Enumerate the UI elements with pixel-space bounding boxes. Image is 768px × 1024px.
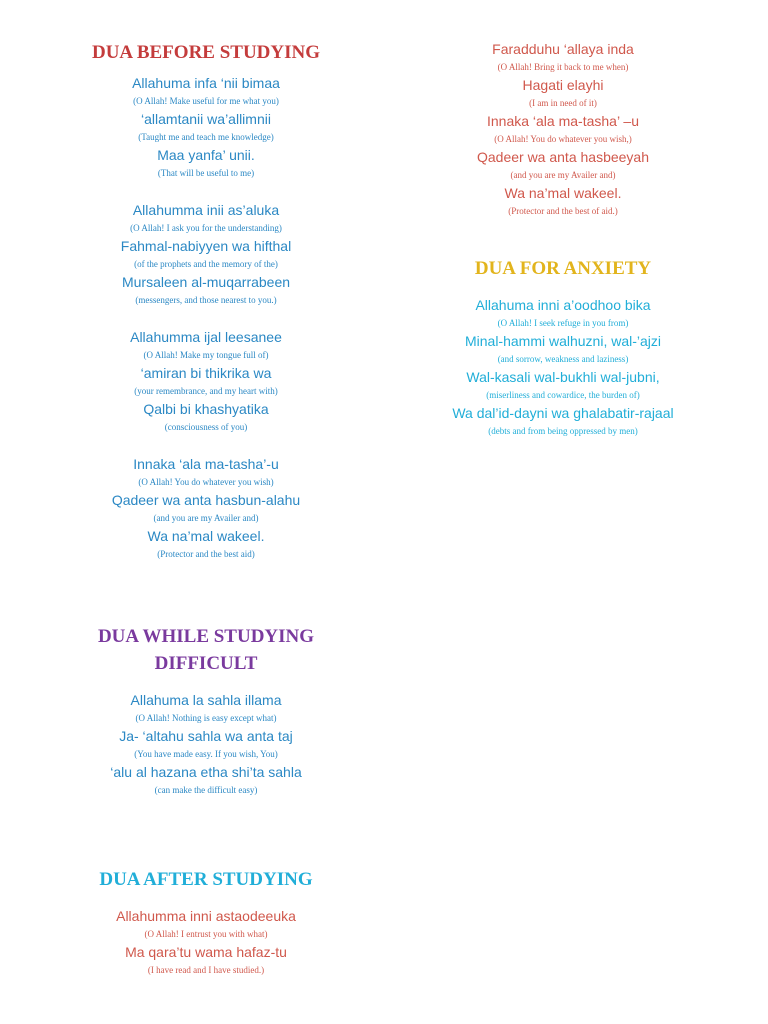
dua-line: Wa na’mal wakeel. <box>147 528 265 544</box>
translation-line: (O Allah! Nothing is easy except what) <box>135 713 277 723</box>
dua-lines <box>438 296 688 440</box>
translation-line: (O Allah! I seek refuge in you from) <box>497 318 629 328</box>
dua-line: Allahuma inni a’oodhoo bika <box>475 297 651 313</box>
dua-line: Allahuma la sahla illama <box>130 692 282 708</box>
translation-line: (of the prophets and the memory of the) <box>134 259 278 269</box>
dua-line: Wa dal’id-dayni wa ghalabatir-rajaal <box>452 405 674 421</box>
dua-line: Allahuma infa ‘nii bimaa <box>132 75 280 91</box>
section-while-studying <box>88 623 324 799</box>
dua-paragraph <box>88 455 324 563</box>
dua-paragraph <box>88 328 324 436</box>
section-title-before: DUA BEFORE STUDYING <box>91 42 321 63</box>
translation-line: (and sorrow, weakness and laziness) <box>497 354 629 364</box>
dua-line: Innaka ‘ala ma-tasha’-u <box>133 456 279 472</box>
translation-line: (can make the difficult easy) <box>154 785 258 795</box>
section-title-anxiety: DUA FOR ANXIETY <box>474 258 652 279</box>
dua-line: Allahumma ijal leesanee <box>130 329 282 345</box>
translation-line: (O Allah! Make useful for me what you) <box>133 96 279 106</box>
translation-line: (miserliness and cowardice, the burden of) <box>486 390 640 400</box>
translation-line: (consciousness of you) <box>164 422 248 432</box>
translation-line: (That will be useful to me) <box>157 168 255 178</box>
dua-line: Wal-kasali wal-bukhli wal-jubni, <box>466 369 660 385</box>
translation-line: (your remembrance, and my heart with) <box>134 386 278 396</box>
translation-line: (Taught me and teach me knowledge) <box>138 132 274 142</box>
section-before-continued <box>438 40 688 220</box>
dua-lines <box>88 691 324 799</box>
translation-line: (and you are my Availer and) <box>510 170 616 180</box>
dua-line: Qadeer wa anta hasbun-alahu <box>111 492 301 508</box>
section-title-after: DUA AFTER STUDYING <box>99 869 313 890</box>
dua-line: Hagati elayhi <box>522 77 604 93</box>
dua-line: Allahumma inii as’aluka <box>132 202 280 218</box>
translation-line: (O Allah! You do whatever you wish,) <box>494 134 632 144</box>
translation-line: (O Allah! You do whatever you wish) <box>138 477 274 487</box>
dua-line: Maa yanfa’ unii. <box>157 147 255 163</box>
dua-lines <box>88 74 324 563</box>
dua-line: Minal-hammi walhuzni, wal-’ajzi <box>464 333 662 349</box>
translation-line: (O Allah! I entrust you with what) <box>144 929 268 939</box>
section-title-while <box>88 623 324 677</box>
dua-line: Allahumma inni astaodeeuka <box>116 908 296 924</box>
dua-line: ‘amiran bi thikrika wa <box>140 365 272 381</box>
dua-line: Ja- ‘altahu sahla wa anta taj <box>119 728 293 744</box>
dua-line: ‘allamtanii wa’allimnii <box>141 111 271 127</box>
dua-lines <box>438 40 688 220</box>
translation-line: (debts and from being oppressed by men) <box>488 426 638 436</box>
translation-line: (messengers, and those nearest to you.) <box>135 295 277 305</box>
section-anxiety <box>438 255 688 440</box>
dua-line: Innaka ‘ala ma-tasha’ –u <box>486 113 640 129</box>
dua-paragraph <box>88 74 324 182</box>
translation-line: (and you are my Availer and) <box>153 513 259 523</box>
translation-line: (O Allah! I ask you for the understanding) <box>130 223 282 233</box>
section-title-while-line1: DUA WHILE STUDYING <box>97 626 315 647</box>
translation-line: (O Allah! Bring it back to me when) <box>497 62 629 72</box>
translation-line: (Protector and the best aid) <box>157 549 255 559</box>
dua-line: Fahmal-nabiyyen wa hifthal <box>120 238 292 254</box>
section-before-studying <box>88 39 324 563</box>
dua-line: Ma qara’tu wama hafaz-tu <box>125 944 287 960</box>
dua-line: Wa na’mal wakeel. <box>504 185 622 201</box>
section-after-studying <box>88 866 324 979</box>
dua-lines <box>88 907 324 979</box>
dua-line: Qalbi bi khashyatika <box>143 401 269 417</box>
dua-paragraph <box>88 201 324 309</box>
translation-line: (O Allah! Make my tongue full of) <box>143 350 269 360</box>
translation-line: (Protector and the best of aid.) <box>508 206 618 216</box>
section-title-while-line2: DIFFICULT <box>154 653 258 674</box>
dua-line: Qadeer wa anta hasbeeyah <box>476 149 649 165</box>
dua-line: ‘alu al hazana etha shi’ta sahla <box>110 764 302 780</box>
translation-line: (You have made easy. If you wish, You) <box>134 749 278 759</box>
dua-line: Mursaleen al-muqarrabeen <box>121 274 291 290</box>
translation-line: (I have read and I have studied.) <box>147 965 265 975</box>
translation-line: (I am in need of it) <box>529 98 597 108</box>
dua-line: Faradduhu ‘allaya inda <box>492 41 634 57</box>
